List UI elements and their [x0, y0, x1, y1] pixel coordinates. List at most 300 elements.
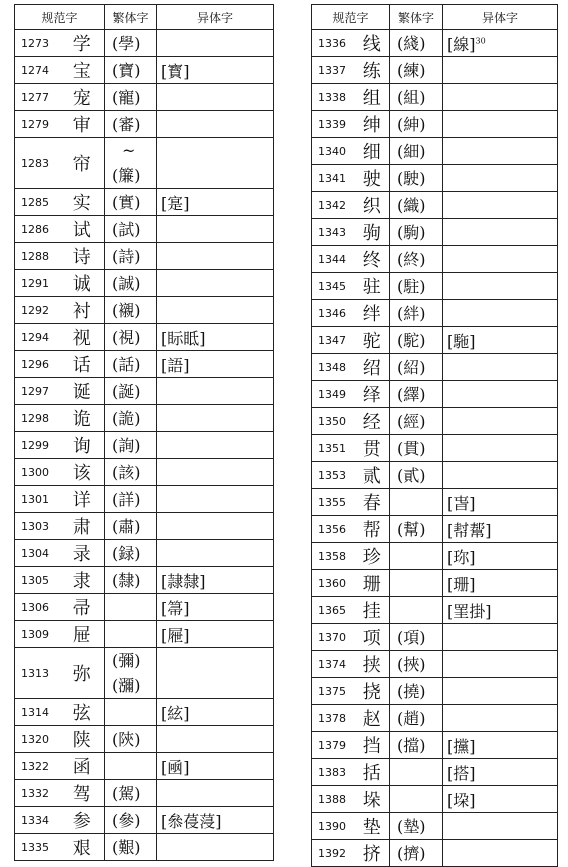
standard-char: 春	[355, 489, 390, 516]
entry-number: 1388	[312, 786, 355, 813]
table-row	[312, 543, 558, 570]
variant-char	[443, 138, 558, 165]
traditional-form: (終)	[397, 249, 426, 269]
standard-char: 括	[355, 759, 390, 786]
traditional-form: ~	[122, 141, 136, 160]
entry-number: 1360	[312, 570, 355, 597]
variant-char	[443, 462, 558, 489]
entry-number: 1337	[312, 57, 355, 84]
entry-number: 1299	[15, 432, 60, 459]
header-variant: 异体字	[443, 5, 558, 30]
traditional-char	[105, 459, 157, 486]
variant-char	[443, 57, 558, 84]
table-row	[312, 327, 558, 354]
entry-number: 1285	[15, 189, 60, 216]
variant-form: [幇幚]	[447, 520, 492, 540]
standard-char: 该	[60, 459, 105, 486]
standard-char: 细	[355, 138, 390, 165]
traditional-char	[105, 57, 157, 84]
standard-char: 挂	[355, 597, 390, 624]
variant-form: [叅葠蓡]	[161, 811, 222, 831]
entry-number: 1365	[312, 597, 355, 624]
traditional-char	[105, 567, 157, 594]
standard-char: 试	[60, 216, 105, 243]
traditional-form: (駕)	[112, 783, 141, 803]
traditional-char	[390, 435, 443, 462]
entry-number: 1345	[312, 273, 355, 300]
standard-char: 织	[355, 192, 390, 219]
traditional-char	[105, 351, 157, 378]
standard-char: 挡	[355, 732, 390, 759]
table-row	[15, 513, 274, 540]
entry-number: 1356	[312, 516, 355, 543]
standard-char: 赵	[355, 705, 390, 732]
standard-char: 函	[60, 753, 105, 780]
table-row	[312, 381, 558, 408]
traditional-char	[390, 570, 443, 597]
standard-char: 驼	[355, 327, 390, 354]
traditional-form: (詭)	[112, 408, 141, 428]
table-row	[312, 597, 558, 624]
variant-char	[157, 324, 274, 351]
entry-number: 1304	[15, 540, 60, 567]
traditional-form: (試)	[112, 219, 141, 239]
standard-char: 珍	[355, 543, 390, 570]
traditional-char	[390, 462, 443, 489]
standard-char: 终	[355, 246, 390, 273]
traditional-form: (駒)	[397, 222, 426, 242]
table-row	[15, 621, 274, 648]
variant-form: [屜]	[161, 625, 190, 645]
table-row	[15, 486, 274, 513]
variant-char	[443, 246, 558, 273]
entry-number: 1358	[312, 543, 355, 570]
traditional-char	[105, 486, 157, 513]
variant-char	[443, 786, 558, 813]
traditional-form: (簾)	[112, 166, 141, 185]
standard-char: 驹	[355, 219, 390, 246]
traditional-char	[390, 192, 443, 219]
table-row	[312, 354, 558, 381]
traditional-form: (録)	[112, 543, 141, 563]
standard-char: 诞	[60, 378, 105, 405]
table-row	[312, 84, 558, 111]
standard-char: 项	[355, 624, 390, 651]
standard-char: 驶	[355, 165, 390, 192]
table-row	[312, 219, 558, 246]
entry-number: 1335	[15, 834, 60, 861]
standard-char: 绎	[355, 381, 390, 408]
traditional-char	[390, 489, 443, 516]
header-variant: 异体字	[157, 5, 274, 30]
variant-char	[443, 30, 558, 57]
table-body-left	[15, 30, 274, 861]
variant-char	[157, 270, 274, 297]
table-row	[15, 699, 274, 726]
standard-char: 挤	[355, 840, 390, 867]
table-row	[312, 489, 558, 516]
standard-char: 视	[60, 324, 105, 351]
entry-number: 1305	[15, 567, 60, 594]
traditional-form: (項)	[397, 627, 426, 647]
traditional-form: (貫)	[397, 438, 426, 458]
table-row	[15, 459, 274, 486]
table-row	[15, 378, 274, 405]
traditional-form: (趙)	[397, 708, 426, 728]
variant-form: [箒]	[161, 598, 190, 618]
entry-number: 1343	[312, 219, 355, 246]
traditional-form: (誠)	[112, 273, 141, 293]
traditional-form: (擋)	[397, 735, 426, 755]
traditional-char	[105, 780, 157, 807]
traditional-char	[105, 405, 157, 432]
table-row	[312, 111, 558, 138]
table-row	[15, 726, 274, 753]
traditional-form: (駐)	[397, 276, 426, 296]
table-row	[312, 138, 558, 165]
table-row	[15, 111, 274, 138]
header-traditional: 繁体字	[105, 5, 157, 30]
entry-number: 1378	[312, 705, 355, 732]
variant-char	[443, 678, 558, 705]
variant-char	[443, 165, 558, 192]
table-row	[15, 216, 274, 243]
table-row	[15, 753, 274, 780]
variant-char	[443, 624, 558, 651]
table-row	[312, 705, 558, 732]
table-row	[312, 759, 558, 786]
traditional-char	[390, 516, 443, 543]
table-row	[312, 408, 558, 435]
traditional-form: (幫)	[397, 519, 426, 539]
entry-number: 1286	[15, 216, 60, 243]
standard-char: 垛	[355, 786, 390, 813]
variant-char	[157, 726, 274, 753]
standard-char: 绅	[355, 111, 390, 138]
traditional-form: (話)	[112, 354, 141, 374]
standard-char: 实	[60, 189, 105, 216]
variant-char	[157, 699, 274, 726]
entry-number: 1347	[312, 327, 355, 354]
table-row	[312, 165, 558, 192]
variant-form: [攩]	[447, 736, 476, 756]
variant-char	[157, 351, 274, 378]
header-standard: 规范字	[312, 5, 390, 30]
traditional-form: (貳)	[397, 465, 426, 485]
variant-char	[157, 567, 274, 594]
traditional-char	[390, 381, 443, 408]
variant-char	[157, 432, 274, 459]
variant-form: [旾]	[447, 493, 476, 513]
entry-number: 1320	[15, 726, 60, 753]
standard-char: 诡	[60, 405, 105, 432]
traditional-char	[390, 840, 443, 867]
variant-char	[157, 111, 274, 138]
entry-number: 1370	[312, 624, 355, 651]
standard-char: 贯	[355, 435, 390, 462]
traditional-form: (實)	[112, 192, 141, 212]
table-row	[15, 297, 274, 324]
traditional-char	[390, 165, 443, 192]
traditional-form: (瀰)	[112, 676, 141, 695]
standard-char: 贰	[355, 462, 390, 489]
entry-number: 1342	[312, 192, 355, 219]
standard-char: 参	[60, 807, 105, 834]
traditional-char	[390, 786, 443, 813]
entry-number: 1340	[312, 138, 355, 165]
traditional-char	[105, 84, 157, 111]
variant-form: [凾]	[161, 757, 190, 777]
standard-char: 艰	[60, 834, 105, 861]
traditional-char	[390, 732, 443, 759]
standard-char: 组	[355, 84, 390, 111]
table-row	[312, 300, 558, 327]
table-row	[312, 273, 558, 300]
table-row	[312, 678, 558, 705]
variant-form: [垜]	[447, 790, 476, 810]
standard-char: 隶	[60, 567, 105, 594]
table-row	[15, 567, 274, 594]
variant-char	[443, 813, 558, 840]
variant-char	[443, 705, 558, 732]
entry-number: 1301	[15, 486, 60, 513]
table-row	[15, 648, 274, 699]
entry-number: 1297	[15, 378, 60, 405]
entry-number: 1296	[15, 351, 60, 378]
variant-char	[157, 648, 274, 699]
entry-number: 1390	[312, 813, 355, 840]
entry-number: 1392	[312, 840, 355, 867]
traditional-char	[390, 597, 443, 624]
variant-form: [眎眡]	[161, 328, 206, 348]
table-row	[312, 57, 558, 84]
entry-number: 1279	[15, 111, 60, 138]
standard-char: 宠	[60, 84, 105, 111]
traditional-form: (練)	[397, 60, 426, 80]
table-row	[312, 516, 558, 543]
variant-char	[157, 297, 274, 324]
entry-number: 1273	[15, 30, 60, 57]
variant-char	[443, 111, 558, 138]
table-row	[15, 807, 274, 834]
standard-char: 驻	[355, 273, 390, 300]
table-row	[15, 594, 274, 621]
traditional-char	[105, 243, 157, 270]
traditional-form: (詳)	[112, 489, 141, 509]
traditional-form: (襯)	[112, 300, 141, 320]
variant-char	[443, 327, 558, 354]
variant-char	[157, 405, 274, 432]
variant-char	[443, 651, 558, 678]
header-standard: 规范字	[15, 5, 105, 30]
variant-char	[157, 834, 274, 861]
variant-form: [搭]	[447, 763, 476, 783]
variant-char	[443, 408, 558, 435]
variant-char	[157, 189, 274, 216]
traditional-form: (駛)	[397, 168, 426, 188]
variant-char	[443, 435, 558, 462]
traditional-char	[105, 30, 157, 57]
variant-char	[443, 273, 558, 300]
traditional-char	[390, 219, 443, 246]
variant-char	[157, 57, 274, 84]
traditional-char	[105, 807, 157, 834]
table-row	[15, 243, 274, 270]
table-row	[15, 270, 274, 297]
variant-form: [隷隸]	[161, 571, 206, 591]
entry-number: 1322	[15, 753, 60, 780]
variant-char	[157, 780, 274, 807]
entry-number: 1344	[312, 246, 355, 273]
traditional-char	[105, 648, 157, 699]
table-row	[15, 540, 274, 567]
table-row	[15, 57, 274, 84]
entry-number: 1348	[312, 354, 355, 381]
table-row	[15, 84, 274, 111]
variant-char	[443, 570, 558, 597]
standard-char: 详	[60, 486, 105, 513]
table-row	[15, 189, 274, 216]
traditional-char	[105, 378, 157, 405]
traditional-form: (詩)	[112, 246, 141, 266]
traditional-form: (擠)	[397, 843, 426, 863]
variant-form: [寳]	[161, 61, 190, 81]
traditional-char	[390, 273, 443, 300]
table-row	[312, 570, 558, 597]
standard-char: 帮	[355, 516, 390, 543]
traditional-char	[105, 699, 157, 726]
entry-number: 1351	[312, 435, 355, 462]
entry-number: 1294	[15, 324, 60, 351]
standard-char: 诚	[60, 270, 105, 297]
traditional-form: (參)	[112, 810, 141, 830]
entry-number: 1379	[312, 732, 355, 759]
variant-char	[443, 543, 558, 570]
traditional-form: (細)	[397, 141, 426, 161]
entry-number: 1277	[15, 84, 60, 111]
variant-form: [駞]	[447, 331, 476, 351]
table-row	[312, 246, 558, 273]
traditional-form: (詢)	[112, 435, 141, 455]
traditional-form: (審)	[112, 114, 141, 134]
traditional-form: (隸)	[112, 570, 141, 590]
table-row	[15, 834, 274, 861]
traditional-form: (撓)	[397, 681, 426, 701]
entry-number: 1336	[312, 30, 355, 57]
traditional-char	[105, 189, 157, 216]
entry-number: 1341	[312, 165, 355, 192]
standard-char: 弥	[60, 648, 105, 699]
table-row	[15, 405, 274, 432]
traditional-char	[390, 354, 443, 381]
variant-form: [珎]	[447, 547, 476, 567]
traditional-char	[390, 57, 443, 84]
traditional-form: (誕)	[112, 381, 141, 401]
table-row	[15, 780, 274, 807]
variant-char	[443, 489, 558, 516]
entry-number: 1306	[15, 594, 60, 621]
entry-number: 1339	[312, 111, 355, 138]
table-row	[312, 192, 558, 219]
traditional-form: (組)	[397, 87, 426, 107]
traditional-form: (繹)	[397, 384, 426, 404]
traditional-char	[390, 246, 443, 273]
traditional-char	[390, 84, 443, 111]
entry-number: 1313	[15, 648, 60, 699]
variant-char	[443, 300, 558, 327]
character-table-left	[14, 4, 274, 861]
table-row	[312, 435, 558, 462]
table-row	[312, 732, 558, 759]
entry-number: 1303	[15, 513, 60, 540]
table-row	[312, 651, 558, 678]
table-row	[312, 462, 558, 489]
variant-form: [寔]	[161, 193, 190, 213]
table-row	[15, 324, 274, 351]
entry-number: 1283	[15, 138, 60, 189]
entry-number: 1292	[15, 297, 60, 324]
variant-form: [珊]	[447, 574, 476, 594]
traditional-char	[390, 111, 443, 138]
standard-char: 询	[60, 432, 105, 459]
variant-char	[157, 807, 274, 834]
variant-form: [語]	[161, 355, 190, 375]
variant-char	[443, 516, 558, 543]
table-header-row	[312, 5, 558, 30]
table-row	[312, 786, 558, 813]
traditional-form: (陝)	[112, 729, 141, 749]
entry-number: 1300	[15, 459, 60, 486]
traditional-char	[390, 678, 443, 705]
standard-char: 经	[355, 408, 390, 435]
traditional-char	[105, 594, 157, 621]
standard-char: 线	[355, 30, 390, 57]
variant-char	[157, 594, 274, 621]
traditional-char	[105, 432, 157, 459]
variant-form: [罣掛]	[447, 601, 492, 621]
variant-char	[157, 753, 274, 780]
standard-char: 挟	[355, 651, 390, 678]
entry-number: 1338	[312, 84, 355, 111]
entry-number: 1334	[15, 807, 60, 834]
entry-number: 1314	[15, 699, 60, 726]
standard-char: 驾	[60, 780, 105, 807]
standard-char: 帚	[60, 594, 105, 621]
standard-char: 学	[60, 30, 105, 57]
traditional-form: (寵)	[112, 87, 141, 107]
variant-char	[157, 138, 274, 189]
traditional-form: (墊)	[397, 816, 426, 836]
traditional-char	[390, 543, 443, 570]
entry-number: 1332	[15, 780, 60, 807]
traditional-form: (挾)	[397, 654, 426, 674]
entry-number: 1298	[15, 405, 60, 432]
entry-number: 1346	[312, 300, 355, 327]
standard-char: 话	[60, 351, 105, 378]
traditional-form: (學)	[112, 33, 141, 53]
variant-char	[157, 486, 274, 513]
standard-char: 屉	[60, 621, 105, 648]
traditional-char	[105, 726, 157, 753]
standard-char: 练	[355, 57, 390, 84]
standard-char: 挠	[355, 678, 390, 705]
table-row	[15, 432, 274, 459]
traditional-char	[390, 651, 443, 678]
standard-char: 绍	[355, 354, 390, 381]
header-traditional: 繁体字	[390, 5, 443, 30]
variant-char	[157, 243, 274, 270]
standard-char: 审	[60, 111, 105, 138]
